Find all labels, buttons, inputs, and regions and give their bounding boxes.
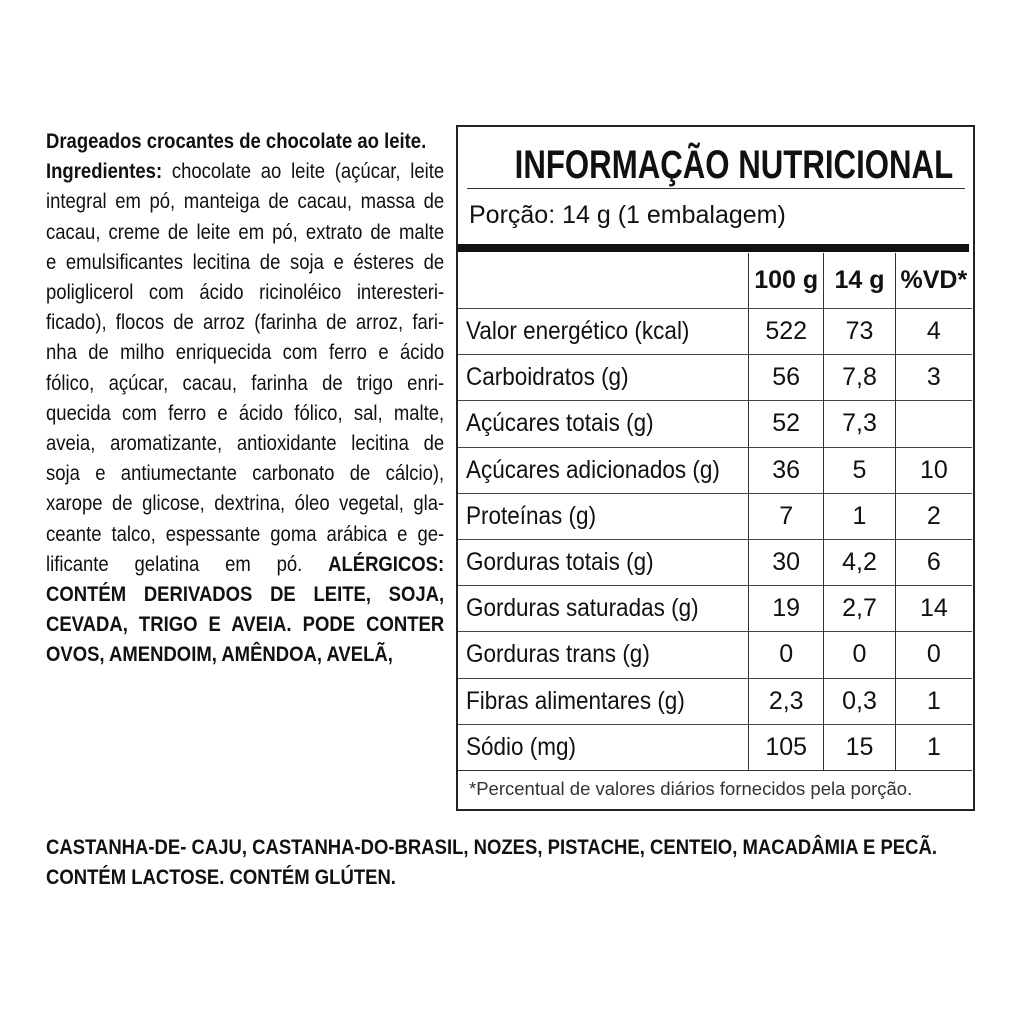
daily-value-percent: 3 [895, 355, 972, 401]
nutrient-row [458, 724, 972, 770]
nutrient-row [458, 447, 972, 493]
ingredients-line [46, 458, 444, 488]
nutrient-label-text: Gorduras totais (g) [466, 548, 654, 577]
allergen-continuation [46, 832, 937, 892]
ingredients-segment: OVOS, AMENDOIM, AMÊNDOA, AVELÃ, [46, 642, 393, 667]
nutrient-label [458, 632, 749, 678]
nutrition-facts-panel [456, 125, 975, 811]
ingredients-line [46, 519, 444, 549]
nutrient-row [458, 401, 972, 447]
nutrient-label-text: Fibras alimentares (g) [466, 686, 685, 715]
ingredients-line [46, 609, 444, 639]
ingredients-line [46, 337, 444, 367]
value-per-100g: 19 [749, 586, 824, 632]
ingredients-segment: ceante talco, espessante goma arábica e ge- [46, 521, 445, 546]
ingredients-segment: integral em pó, manteiga de cacau, massa de [46, 189, 445, 214]
nutrient-row [458, 493, 972, 539]
ingredients-segment: cacau, creme de leite em pó, extrato de malte [46, 219, 445, 244]
value-per-100g: 56 [749, 355, 824, 401]
footnote: *Percentual de valores diários fornecidos pela porção. [469, 778, 913, 799]
ingredients-line [46, 126, 444, 156]
ingredients-line [46, 579, 444, 609]
nutrient-label [458, 401, 749, 447]
value-per-100g: 52 [749, 401, 824, 447]
header-empty-cell [458, 253, 749, 309]
value-per-100g: 36 [749, 447, 824, 493]
ingredients-line [46, 428, 444, 458]
ingredients-segment: Drageados crocantes de chocolate ao leite. [46, 129, 427, 153]
value-per-portion: 2,7 [824, 586, 895, 632]
ingredients-segment: CONTÉM DERIVADOS DE LEITE, SOJA, [46, 582, 445, 607]
value-per-portion: 4,2 [824, 539, 895, 585]
nutrient-label [458, 539, 749, 585]
portion-size: Porção: 14 g (1 embalagem) [469, 201, 786, 229]
ingredients-line [46, 639, 444, 669]
ingredients-segment: soja e antiumectante carbonato de cálcio), [46, 461, 445, 486]
nutrient-row [458, 355, 972, 401]
daily-value-percent: 1 [895, 724, 972, 770]
value-per-100g: 7 [749, 493, 824, 539]
column-header-14g: 14 g [824, 253, 895, 309]
nutrient-label-text: Açúcares adicionados (g) [466, 455, 720, 484]
ingredients-segment: nha de milho enriquecida com ferro e ácido [46, 340, 445, 365]
table-header-row [458, 253, 972, 309]
nutrition-title: INFORMAÇÃO NUTRICIONAL [514, 143, 954, 187]
ingredients-segment: ficado), flocos de arroz (farinha de arroz, fari- [46, 310, 445, 335]
value-per-portion: 7,3 [824, 401, 895, 447]
ingredients-line [46, 186, 444, 216]
ingredients-segment: xarope de glicose, dextrina, óleo vegetal, gla- [46, 491, 445, 516]
daily-value-percent: 0 [895, 632, 972, 678]
value-per-portion: 15 [824, 724, 895, 770]
ingredients-segment: e emulsificantes lecitina de soja e ésteres de [46, 249, 445, 274]
ingredients-line [46, 368, 444, 398]
nutrient-label [458, 586, 749, 632]
ingredients-segment: aveia, aromatizante, antioxidante lecitina de [46, 431, 445, 456]
nutrient-label-text: Proteínas (g) [466, 501, 597, 530]
ingredients-line [46, 307, 444, 337]
ingredients-line [46, 488, 444, 518]
value-per-portion: 0,3 [824, 678, 895, 724]
ingredients-line [46, 277, 444, 307]
value-per-portion: 7,8 [824, 355, 895, 401]
column-header-100g: 100 g [749, 253, 824, 309]
ingredients-line [46, 247, 444, 277]
value-per-100g: 0 [749, 632, 824, 678]
ingredients-line [46, 549, 444, 579]
ingredients-segment: Ingredientes: [46, 159, 163, 184]
ingredients-segment: quecida com ferro e ácido fólico, sal, malte, [46, 400, 445, 425]
value-per-portion: 5 [824, 447, 895, 493]
value-per-portion: 0 [824, 632, 895, 678]
ingredients-segment: chocolate ao leite (açúcar, leite [162, 159, 445, 184]
nutrient-label [458, 309, 749, 355]
daily-value-percent: 14 [895, 586, 972, 632]
ingredients-text [46, 126, 445, 670]
daily-value-percent: 2 [895, 493, 972, 539]
ingredients-line [46, 217, 444, 247]
ingredients-line [46, 156, 444, 186]
nutrient-label-text: Valor energético (kcal) [466, 317, 690, 346]
nutrient-label [458, 678, 749, 724]
daily-value-percent: 10 [895, 447, 972, 493]
nutrient-row [458, 586, 972, 632]
ingredients-segment: fólico, açúcar, cacau, farinha de trigo enri- [46, 370, 445, 395]
nutrient-label-text: Gorduras saturadas (g) [466, 594, 699, 623]
nutrient-label-text: Sódio (mg) [466, 732, 577, 761]
value-per-100g: 30 [749, 539, 824, 585]
nutrition-table [458, 253, 972, 771]
value-per-portion: 73 [824, 309, 895, 355]
daily-value-percent: 4 [895, 309, 972, 355]
nutrient-row [458, 309, 972, 355]
nutrient-row [458, 678, 972, 724]
allergen-line: CONTÉM LACTOSE. CONTÉM GLÚTEN. [46, 865, 396, 890]
nutrient-label-text: Açúcares totais (g) [466, 409, 654, 438]
nutrient-label [458, 724, 749, 770]
nutrient-label [458, 447, 749, 493]
ingredients-segment: poliglicerol com ácido ricinoléico interesteri- [46, 280, 445, 305]
daily-value-percent: 6 [895, 539, 972, 585]
nutrient-label-text: Carboidratos (g) [466, 363, 629, 392]
nutrient-row [458, 632, 972, 678]
nutrient-label [458, 493, 749, 539]
ingredients-segment: ALÉRGICOS: [328, 551, 445, 576]
ingredients-segment: lificante gelatina em pó. [46, 551, 329, 576]
nutrient-row [458, 539, 972, 585]
value-per-portion: 1 [824, 493, 895, 539]
nutrient-label [458, 355, 749, 401]
value-per-100g: 522 [749, 309, 824, 355]
allergen-line: CASTANHA-DE- CAJU, CASTANHA-DO-BRASIL, NOZES, PISTACHE, CENTEIO, MACADÂMIA E PECÃ. [46, 835, 937, 859]
daily-value-percent: 1 [895, 678, 972, 724]
ingredients-line [46, 398, 444, 428]
value-per-100g: 2,3 [749, 678, 824, 724]
divider [467, 188, 965, 189]
thick-divider [458, 244, 969, 252]
column-header-vd: %VD* [895, 253, 972, 309]
nutrient-label-text: Gorduras trans (g) [466, 640, 650, 669]
value-per-100g: 105 [749, 724, 824, 770]
ingredients-segment: CEVADA, TRIGO E AVEIA. PODE CONTER [46, 612, 445, 637]
daily-value-percent [895, 401, 972, 447]
